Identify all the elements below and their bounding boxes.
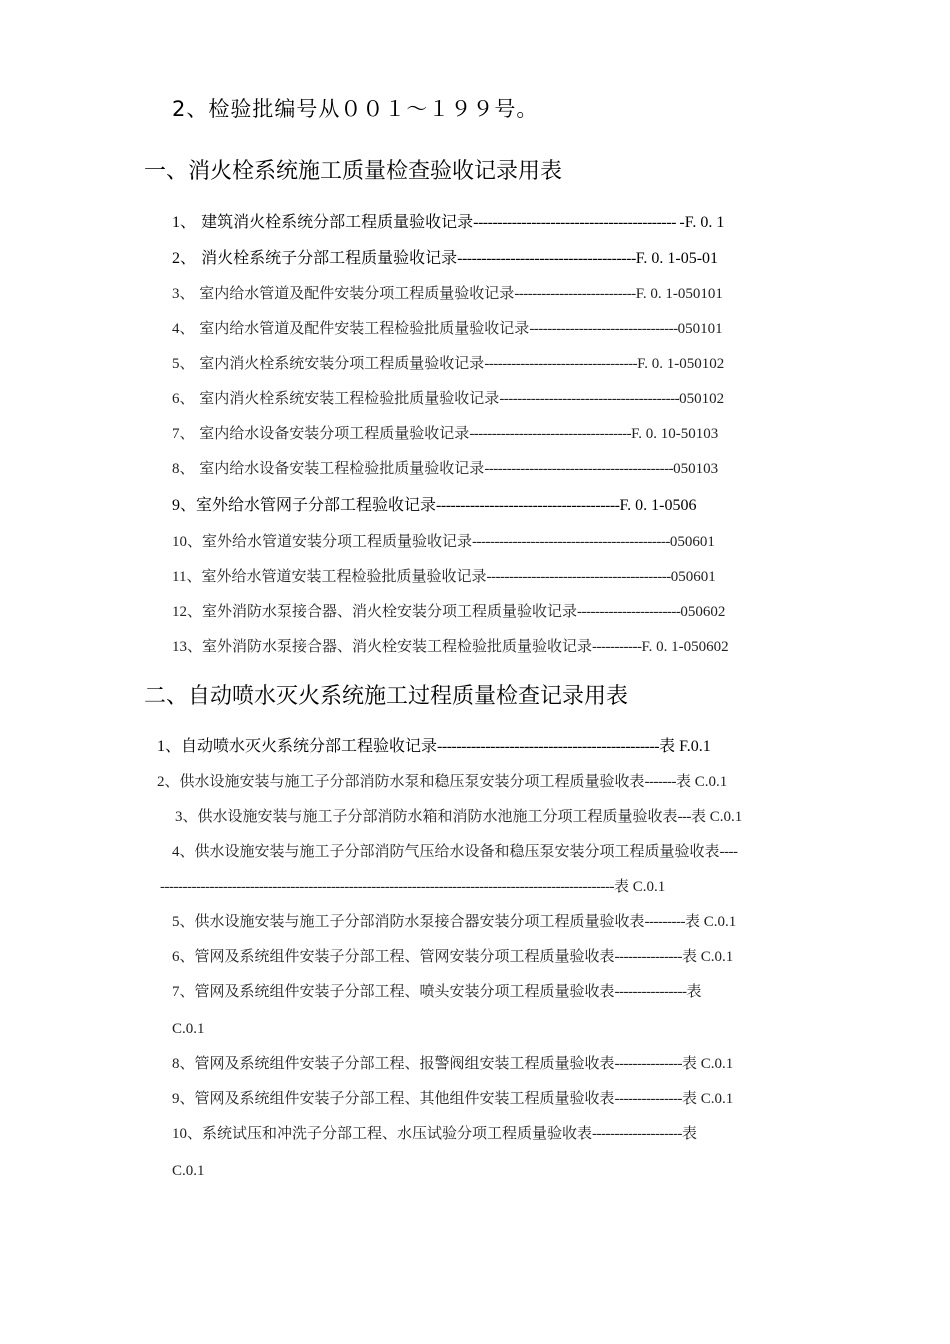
list-item: 11、室外给水管道安装工程检验批质量验收记录-----------------------------------------050601 bbox=[172, 567, 716, 585]
list-item: 7、管网及系统组件安装子分部工程、喷头安装分项工程质量验收表----------------表 bbox=[172, 982, 702, 1000]
list-item: 9、室外给水管网子分部工程验收记录--------------------------------------F. 0. 1-0506 bbox=[172, 495, 697, 514]
section-2-heading: 二、自动喷水灭火系统施工过程质量检查记录用表 bbox=[144, 684, 629, 709]
section-1-heading: 一、消火栓系统施工质量检查验收记录用表 bbox=[144, 159, 563, 184]
batch-number-note: 2、检验批编号从００１～１９９号。 bbox=[172, 97, 539, 121]
list-item: 10、室外给水管道安装分项工程质量验收记录--------------------------------------------050601 bbox=[172, 532, 715, 550]
list-item: 3、供水设施安装与施工子分部消防水箱和消防水池施工分项工程质量验收表---表 C.0.1 bbox=[175, 807, 743, 825]
list-item: 12、室外消防水泵接合器、消火栓安装分项工程质量验收记录-----------------------050602 bbox=[172, 602, 726, 620]
list-item: 3、 室内给水管道及配件安装分项工程质量验收记录---------------------------F. 0. 1-050101 bbox=[172, 284, 723, 302]
list-item: 1、 建筑消火栓系统分部工程质量验收记录------------------------------------------ -F. 0. 1 bbox=[172, 212, 725, 231]
list-item: 6、 室内消火栓系统安装工程检验批质量验收记录----------------------------------------050102 bbox=[172, 389, 725, 407]
list-item: 2、供水设施安装与施工子分部消防水泵和稳压泵安装分项工程质量验收表-------表 C.0.1 bbox=[157, 772, 728, 790]
list-item: 6、管网及系统组件安装子分部工程、管网安装分项工程质量验收表---------------表 C.0.1 bbox=[172, 947, 734, 965]
list-item: 1、自动喷水灭火系统分部工程验收记录----------------------------------------------表 F.0.1 bbox=[157, 736, 711, 755]
list-item-continuation: C.0.1 bbox=[172, 1021, 205, 1037]
list-item-continuation: -----------------------------------------------------------------------------------------------------表 C.0.1 bbox=[160, 879, 666, 895]
list-item: 4、 室内给水管道及配件安装工程检验批质量验收记录---------------------------------050101 bbox=[172, 319, 723, 337]
list-item: 8、 室内给水设备安装工程检验批质量验收记录------------------------------------------050103 bbox=[172, 459, 719, 477]
list-item: 13、室外消防水泵接合器、消火栓安装工程检验批质量验收记录-----------F. 0. 1-050602 bbox=[172, 637, 729, 655]
list-item: 9、管网及系统组件安装子分部工程、其他组件安装工程质量验收表---------------表 C.0.1 bbox=[172, 1089, 734, 1107]
list-item-continuation: C.0.1 bbox=[172, 1163, 205, 1179]
list-item: 5、供水设施安装与施工子分部消防水泵接合器安装分项工程质量验收表---------表 C.0.1 bbox=[172, 912, 737, 930]
list-item: 7、 室内给水设备安装分项工程质量验收记录------------------------------------F. 0. 10-50103 bbox=[172, 424, 719, 442]
list-item: 8、管网及系统组件安装子分部工程、报警阀组安装工程质量验收表---------------表 C.0.1 bbox=[172, 1054, 734, 1072]
list-item: 5、 室内消火栓系统安装分项工程质量验收记录----------------------------------F. 0. 1-050102 bbox=[172, 354, 725, 372]
list-item: 10、系统试压和冲洗子分部工程、水压试验分项工程质量验收表--------------------表 bbox=[172, 1124, 697, 1142]
list-item: 4、供水设施安装与施工子分部消防气压给水设备和稳压泵安装分项工程质量验收表---- bbox=[172, 842, 738, 860]
list-item: 2、 消火栓系统子分部工程质量验收记录-------------------------------------F. 0. 1-05-01 bbox=[172, 248, 719, 267]
